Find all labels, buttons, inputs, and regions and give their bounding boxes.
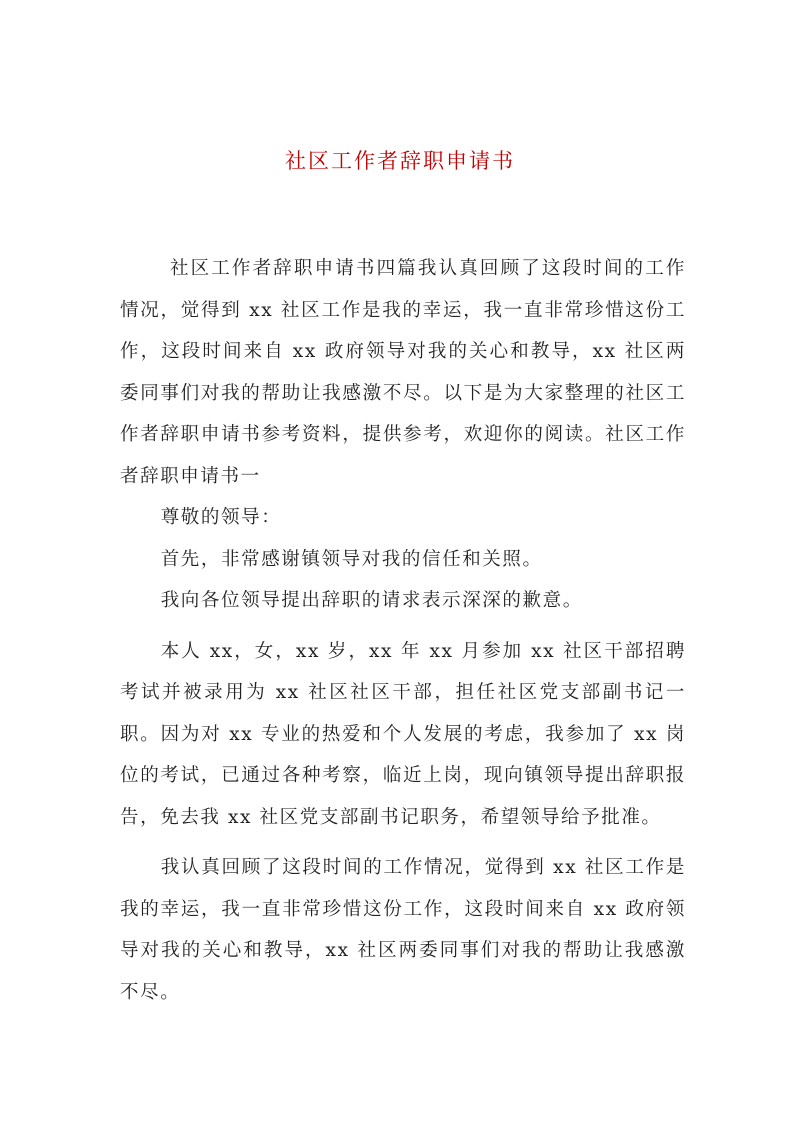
document-body [120, 248, 686, 1013]
document-title: 社区工作者辞职申请书 [285, 149, 515, 173]
paragraph-thanks: 首先，非常感谢镇领导对我的信任和关照。 [160, 548, 543, 570]
paragraph-background: 本人 xx，女，xx 岁，xx 年 xx 月参加 xx 社区干部招聘考试并被录用为 xx 社区社区干部，担任社区党支部副书记一职。因为对 xx 专业的热爱和个人发展的考虑，我参加了 xx 岗位的考试，已通过各种考察，临近上岗，现向镇领导提出辞职报告，免去我 xx 社区党支部副书记职务，希望领导给予批准。 [120, 640, 686, 828]
paragraph-reflection: 我认真回顾了这段时间的工作情况，觉得到 xx 社区工作是我的幸运，我一直非常珍惜这份工作，这段时间来自 xx 政府领导对我的关心和教导，xx 社区两委同事们对我的帮助让我感激不尽。 [120, 857, 686, 1003]
paragraph-apology: 我向各位领导提出辞职的请求表示深深的歉意。 [160, 590, 583, 611]
paragraph-intro: 社区工作者辞职申请书四篇我认真回顾了这段时间的工作情况，觉得到 xx 社区工作是我的幸运，我一直非常珍惜这份工作，这段时间来自 xx 政府领导对我的关心和教导，xx 社区两委同事们对我的帮助让我感激不尽。以下是为大家整理的社区工作者辞职申请书参考资料，提供参考，欢迎你的阅读。社区工作者辞职申请书一 [120, 258, 686, 487]
paragraph-salutation: 尊敬的领导： [160, 507, 282, 528]
